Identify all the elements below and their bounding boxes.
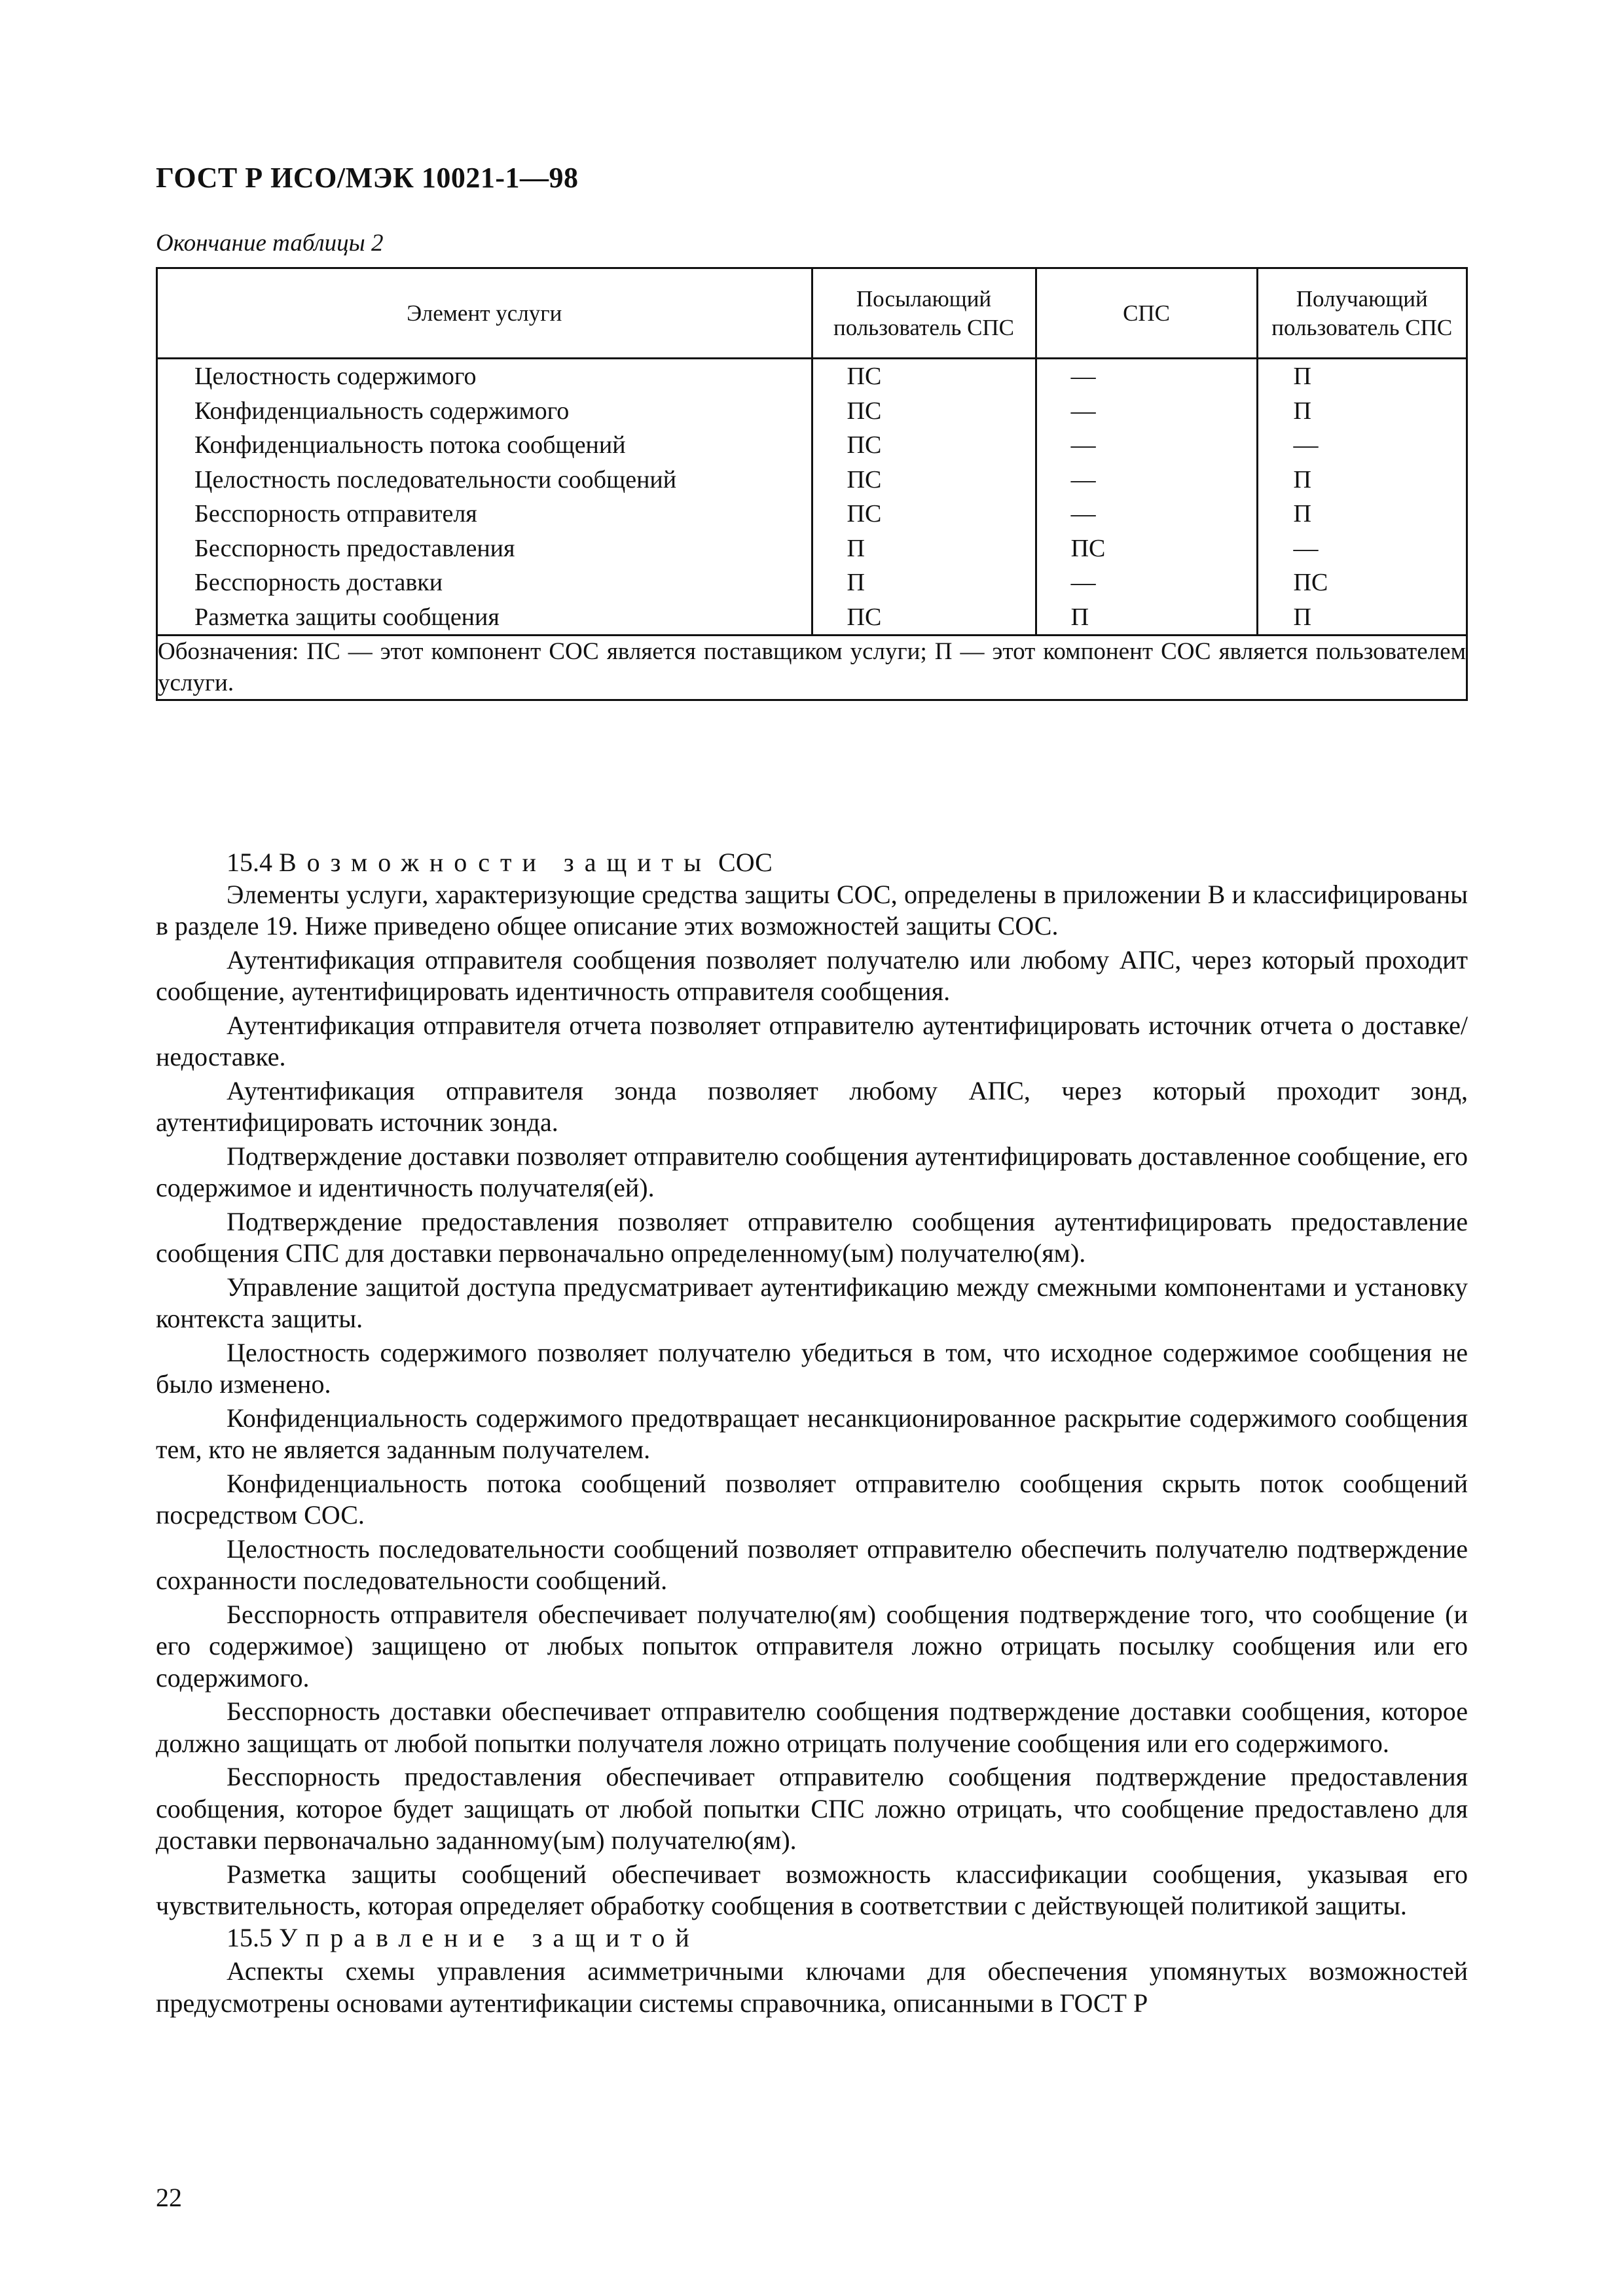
table-cell: Бесспорность отправителя bbox=[194, 500, 477, 528]
table-header-row bbox=[157, 268, 1467, 359]
table-caption: Окончание таблицы 2 bbox=[156, 230, 384, 257]
paragraph: Бесспорность предоставления обеспечивает отправителю сообщения подтверждение предоставления сообщения, которое будет защищать от любой попытки СПС ложно отрицать, что сообщение предоставлено для доставки первоначально заданному(ым) получателю(ям). bbox=[156, 1762, 1468, 1855]
section-title: Возможности защиты bbox=[279, 848, 712, 877]
table-cell: П bbox=[847, 569, 865, 596]
table-cell: — bbox=[1070, 465, 1096, 493]
section-heading-15-5: 15.5 Управление защитой bbox=[227, 1922, 700, 1952]
mts-column bbox=[1036, 359, 1257, 636]
table-cell: ПС bbox=[847, 465, 882, 493]
table-cell: П bbox=[1293, 500, 1311, 528]
element-column bbox=[157, 359, 812, 636]
table-cell: Бесспорность доставки bbox=[194, 569, 443, 596]
table-legend-row bbox=[157, 636, 1467, 700]
section-title: Управление защитой bbox=[279, 1922, 700, 1952]
column-header-receiving-user: Получающий пользователь СПС bbox=[1257, 268, 1467, 359]
table-cell: Конфиденциальность содержимого bbox=[194, 397, 570, 425]
table-cell: ПС bbox=[847, 363, 882, 390]
table-cell: Конфиденциальность потока сообщений bbox=[194, 431, 626, 459]
page-number: 22 bbox=[156, 2183, 182, 2212]
table-cell: — bbox=[1070, 569, 1096, 596]
column-header-sending-user: Посылающий пользователь СПС bbox=[812, 268, 1036, 359]
sending-user-column bbox=[812, 359, 1036, 636]
table-cell: Бесспорность предоставления bbox=[194, 534, 515, 562]
table-cell: — bbox=[1070, 431, 1096, 459]
table-cell: П bbox=[1293, 397, 1311, 425]
table-cell: П bbox=[1293, 363, 1311, 390]
table-cell: П bbox=[847, 534, 865, 562]
paragraph: Подтверждение доставки позволяет отправителю сообщения аутентифицировать доставленное сообщение, его содержимое и идентичность получателя(ей). bbox=[156, 1141, 1468, 1202]
paragraph: Подтверждение предоставления позволяет отправителю сообщения аутентифицировать предоставление сообщения СПС для доставки первоначально определенному(ым) получателю(ям). bbox=[156, 1206, 1468, 1268]
table-cell: — bbox=[1293, 534, 1319, 562]
standard-code: ГОСТ Р ИСО/МЭК 10021-1—98 bbox=[156, 162, 579, 194]
body-text bbox=[156, 847, 1468, 2019]
services-table bbox=[156, 267, 1468, 701]
table-cell: — bbox=[1070, 397, 1096, 425]
table-cell: П bbox=[1293, 465, 1311, 493]
paragraph: Целостность содержимого позволяет получателю убедиться в том, что исходное содержимое сообщения не было изменено. bbox=[156, 1337, 1468, 1399]
table-body-row bbox=[157, 359, 1467, 636]
table-cell: Целостность содержимого bbox=[194, 363, 477, 390]
table-cell: П bbox=[1293, 603, 1311, 631]
table-cell: — bbox=[1293, 431, 1319, 459]
table-cell: ПС bbox=[1293, 569, 1328, 596]
table-cell: ПС bbox=[847, 431, 882, 459]
table-cell: П bbox=[1070, 603, 1089, 631]
section-heading-15-4: 15.4 Возможности защиты СОС bbox=[227, 848, 773, 877]
table-legend: Обозначения: ПС — этот компонент СОС является поставщиком услуги; П — этот компонент СОС является пользователем услуги. bbox=[157, 636, 1467, 700]
paragraph: Элементы услуги, характеризующие средства защиты СОС, определены в приложении В и классифицированы в разделе 19. Ниже приведено общее описание этих возможностей защиты СОС. bbox=[156, 879, 1468, 941]
paragraph: Бесспорность доставки обеспечивает отправителю сообщения подтверждение доставки сообщения, которое должно защищать от любой попытки получателя ложно отрицать получение сообщения или его содержимого. bbox=[156, 1696, 1468, 1758]
paragraph: Разметка защиты сообщений обеспечивает возможность классификации сообщения, указывая его чувствительность, которая определяет обработку сообщения в соответствии с действующей политикой защиты. bbox=[156, 1859, 1468, 1920]
paragraph: Аутентификация отправителя сообщения позволяет получателю или любому АПС, через который проходит сообщение, аутентифицировать идентичность отправителя сообщения. bbox=[156, 944, 1468, 1006]
table-cell: ПС bbox=[847, 397, 882, 425]
table-cell: ПС bbox=[847, 603, 882, 631]
table-cell: ПС bbox=[847, 500, 882, 528]
paragraph: Конфиденциальность потока сообщений позволяет отправителю сообщения скрыть поток сообщений посредством СОС. bbox=[156, 1468, 1468, 1530]
receiving-user-column bbox=[1257, 359, 1467, 636]
paragraph: Конфиденциальность содержимого предотвращает несанкционированное раскрытие содержимого сообщения тем, кто не является заданным получателем. bbox=[156, 1403, 1468, 1464]
paragraph: Целостность последовательности сообщений позволяет отправителю обеспечить получателю подтверждение сохранности последовательности сообщений. bbox=[156, 1534, 1468, 1595]
column-header-element: Элемент услуги bbox=[157, 268, 812, 359]
paragraph: Аутентификация отправителя зонда позволяет любому АПС, через который проходит зонд, аутентифицировать источник зонда. bbox=[156, 1075, 1468, 1137]
paragraph: Бесспорность отправителя обеспечивает получателю(ям) сообщения подтверждение того, что сообщение (и его содержимое) защищено от любых попыток отправителя ложно отрицать посылку сообщения или его содержимого. bbox=[156, 1599, 1468, 1693]
paragraph: Аспекты схемы управления асимметричными ключами для обеспечения упомянутых возможностей предусмотрены основами аутентификации системы справочника, описанными в ГОСТ Р bbox=[156, 1956, 1468, 2018]
table-cell: ПС bbox=[1070, 534, 1106, 562]
table-cell: Целостность последовательности сообщений bbox=[194, 465, 677, 493]
table-cell: — bbox=[1070, 363, 1096, 390]
table-cell: Разметка защиты сообщения bbox=[194, 603, 500, 631]
paragraph: Аутентификация отправителя отчета позволяет отправителю аутентифицировать источник отчета о доставке/недоставке. bbox=[156, 1010, 1468, 1071]
paragraph: Управление защитой доступа предусматривает аутентификацию между смежными компонентами и установку контекста защиты. bbox=[156, 1272, 1468, 1333]
column-header-mts: СПС bbox=[1036, 268, 1257, 359]
table-cell: — bbox=[1070, 500, 1096, 528]
